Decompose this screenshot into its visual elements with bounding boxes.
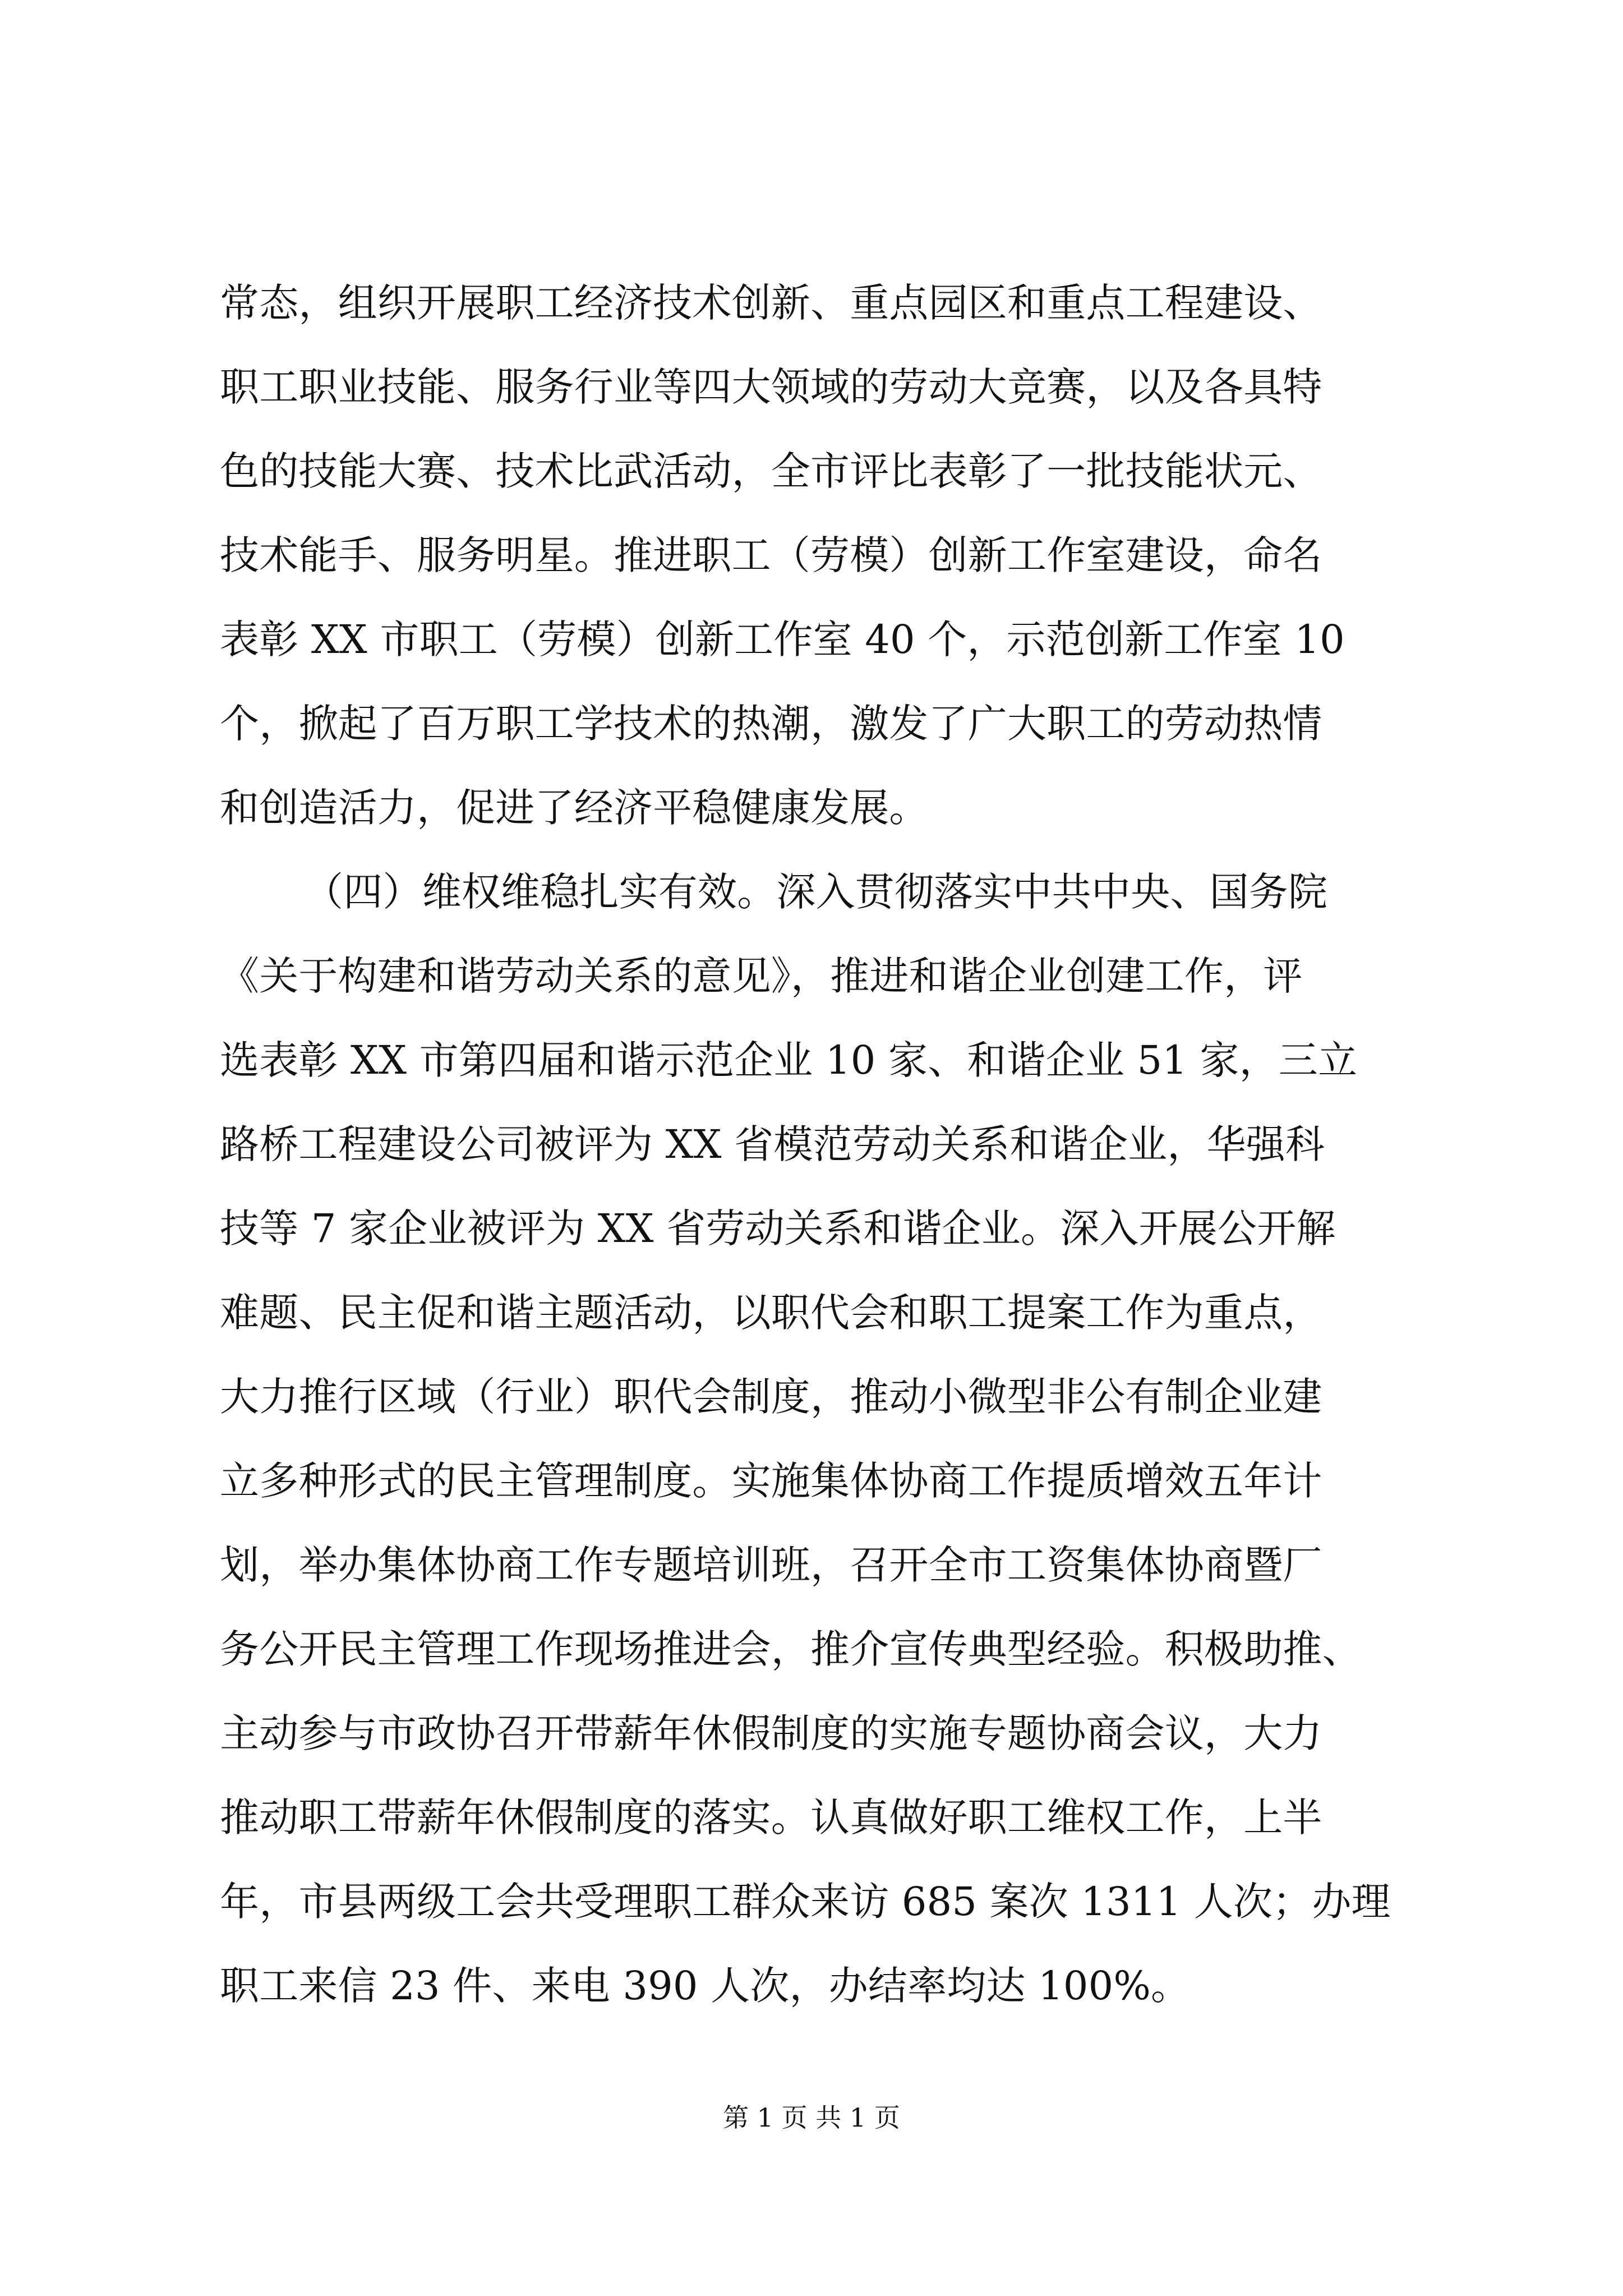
text-line: 常态，组织开展职工经济技术创新、重点园区和重点工程建设、 [220,280,1322,326]
text-line: 色的技能大赛、技术比武活动，全市评比表彰了一批技能状元、 [220,448,1322,494]
text-line: 和创造活力，促进了经济平稳健康发展。 [220,785,929,831]
text-line: 个，掀起了百万职工学技术的热潮，激发了广大职工的劳动热情 [220,701,1322,747]
text-line: 大力推行区域（行业）职代会制度，推动小微型非公有制企业建 [220,1374,1322,1420]
text-line: 务公开民主管理工作现场推进会，推介宣传典型经验。积极助推、 [220,1626,1362,1672]
text-line: 技等 7 家企业被评为 XX 省劳动关系和谐企业。深入开展公开解 [220,1205,1336,1251]
text-line: 技术能手、服务明星。推进职工（劳模）创新工作室建设，命名 [220,532,1322,578]
text-line: 路桥工程建设公司被评为 XX 省模范劳动关系和谐企业，华强科 [220,1121,1325,1167]
text-line: 《关于构建和谐劳动关系的意见》，推进和谐企业创建工作，评 [220,953,1303,999]
text-line: 难题、民主促和谐主题活动，以职代会和职工提案工作为重点， [220,1290,1322,1336]
text-line: 立多种形式的民主管理制度。实施集体协商工作提质增效五年计 [220,1458,1322,1504]
page-footer: 第 1 页 共 1 页 [723,2102,900,2133]
paragraph-heading-line: （四）维权维稳扎实有效。深入贯彻落实中共中央、国务院 [304,869,1328,915]
text-line: 职工来信 23 件、来电 390 人次，办结率均达 100%。 [220,1963,1191,2009]
text-line: 职工职业技能、服务行业等四大领域的劳动大竞赛，以及各具特 [220,364,1322,410]
text-line: 年，市县两级工会共受理职工群众来访 685 案次 1311 人次；办理 [220,1879,1391,1925]
text-line: 选表彰 XX 市第四届和谐示范企业 10 家、和谐企业 51 家，三立 [220,1037,1358,1083]
text-line: 划，举办集体协商工作专题培训班，召开全市工资集体协商暨厂 [220,1542,1322,1588]
text-line: 主动参与市政协召开带薪年休假制度的实施专题协商会议，大力 [220,1710,1322,1756]
text-line: 推动职工带薪年休假制度的落实。认真做好职工维权工作，上半 [220,1795,1322,1841]
text-line: 表彰 XX 市职工（劳模）创新工作室 40 个，示范创新工作室 10 [220,616,1345,662]
